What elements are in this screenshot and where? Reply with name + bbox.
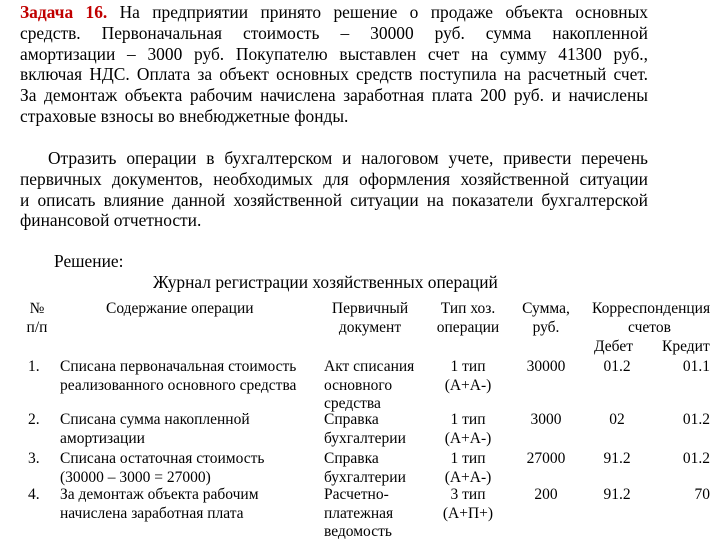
header-type-line: операции — [436, 318, 500, 336]
row-debit: 02 — [609, 411, 625, 428]
header-type-line: Тип хоз. — [440, 300, 496, 317]
row-operation-type — [432, 411, 504, 448]
row-content — [60, 358, 296, 395]
row-credit: 01.2 — [682, 411, 710, 428]
row-debit: 91.2 — [603, 450, 631, 467]
header-corr-line: счетов — [628, 318, 671, 336]
header-type — [432, 300, 504, 337]
row-sum: 27000 — [526, 450, 566, 467]
task-line-text: На предприятии принято решение о продаже объекта основных — [107, 2, 648, 22]
row-num: 4. — [28, 486, 40, 503]
row-content-line: (30000 – 3000 = 27000) — [60, 468, 211, 486]
row-debit: 91.2 — [603, 486, 631, 503]
task-label: Задача 16. — [20, 2, 108, 22]
instruction-line: первичных документов, необходимых для оформления хозяйственной ситуации — [20, 168, 648, 189]
journal-title: Журнал регистрации хозяйственных операций — [153, 272, 498, 292]
instruction-line: финансовой отчетности. — [20, 210, 202, 231]
header-content: Содержание операции — [106, 300, 254, 317]
row-num: 3. — [28, 450, 40, 467]
task-line: За демонтаж объекта рабочим начислена заработная плата 200 руб. и начислены — [20, 85, 648, 106]
header-corr-line: Корреспонденция — [592, 300, 710, 317]
row-operation-type-line: 1 тип — [450, 450, 486, 467]
row-debit: 01.2 — [603, 358, 631, 375]
row-operation-type-line: (А+А-) — [444, 468, 492, 486]
row-content — [60, 411, 250, 448]
journal-table — [0, 300, 710, 541]
header-corr — [592, 300, 710, 337]
instruction-line: и описать влияние данной хозяйственной ситуации на показатели бухгалтерской — [20, 189, 648, 210]
task-line: страховые взносы во внебюджетные фонды. — [20, 105, 349, 126]
row-content-line: За демонтаж объекта рабочим — [60, 486, 259, 503]
row-content-line: амортизации — [60, 429, 145, 447]
header-debit: Дебет — [594, 338, 633, 355]
row-document-line: бухгалтерии — [324, 429, 406, 447]
row-sum: 3000 — [530, 411, 562, 428]
row-operation-type-line: (А+А-) — [444, 376, 492, 394]
row-operation-type — [432, 486, 504, 523]
row-content — [60, 486, 259, 523]
row-document-line: Справка — [324, 450, 379, 467]
row-content-line: Списана сумма накопленной — [60, 411, 250, 428]
task-line: амортизации – 3000 руб. Покупателю выставлен счет на сумму 41300 руб., — [20, 43, 648, 64]
header-num-line: № — [29, 300, 45, 317]
row-credit: 01.1 — [682, 358, 710, 375]
header-sum — [516, 300, 576, 337]
row-document — [324, 450, 406, 487]
header-doc-line: Первичный — [331, 300, 409, 317]
instruction-line: Отразить операции в бухгалтерском и налоговом учете, привести перечень — [48, 148, 648, 168]
header-credit: Кредит — [662, 338, 710, 355]
header-sum-line: руб. — [532, 318, 560, 336]
row-operation-type-line: (А+П+) — [442, 504, 494, 522]
row-content-line: реализованного основного средства — [60, 376, 297, 394]
header-num — [26, 300, 48, 337]
task-paragraph — [20, 2, 648, 127]
row-operation-type — [432, 450, 504, 487]
row-operation-type-line: 1 тип — [450, 358, 486, 375]
row-operation-type — [432, 358, 504, 395]
solution-label: Решение: — [54, 251, 124, 271]
row-operation-type-line: 3 тип — [450, 486, 486, 503]
row-document — [324, 486, 393, 542]
row-document-line: Справка — [324, 411, 379, 428]
header-sum-line: Сумма, — [522, 300, 570, 317]
row-document-line: ведомость — [324, 523, 392, 540]
row-document-line: Акт списания — [324, 358, 415, 375]
row-num: 2. — [28, 411, 40, 428]
row-sum: 200 — [534, 486, 558, 503]
row-document-line: основного — [324, 376, 393, 394]
row-num: 1. — [28, 358, 40, 375]
row-document-line: бухгалтерии — [324, 468, 406, 486]
row-sum: 30000 — [526, 358, 566, 375]
row-document-line: платежная — [324, 504, 394, 522]
header-doc — [328, 300, 412, 337]
row-credit: 70 — [694, 486, 710, 503]
task-line — [20, 2, 648, 23]
row-content-line: Списана первоначальная стоимость — [60, 358, 297, 375]
row-content-line: Списана остаточная стоимость — [60, 450, 265, 467]
row-document-line: средства — [324, 395, 381, 412]
row-document — [324, 411, 406, 448]
header-doc-line: документ — [338, 318, 402, 336]
row-content-line: начислена заработная плата — [60, 504, 244, 522]
header-num-line: п/п — [26, 318, 48, 336]
row-document-line: Расчетно- — [324, 486, 389, 503]
instruction-paragraph — [20, 148, 648, 231]
row-document — [324, 358, 414, 414]
task-line: включая НДС. Оплата за объект основных средств поступила на расчетный счет. — [20, 64, 648, 85]
row-content — [60, 450, 264, 487]
row-credit: 01.2 — [682, 450, 710, 467]
task-line: средств. Первоначальная стоимость – 30000 руб. сумма накопленной — [20, 22, 648, 43]
row-operation-type-line: (А+А-) — [444, 429, 492, 447]
row-operation-type-line: 1 тип — [450, 411, 486, 428]
